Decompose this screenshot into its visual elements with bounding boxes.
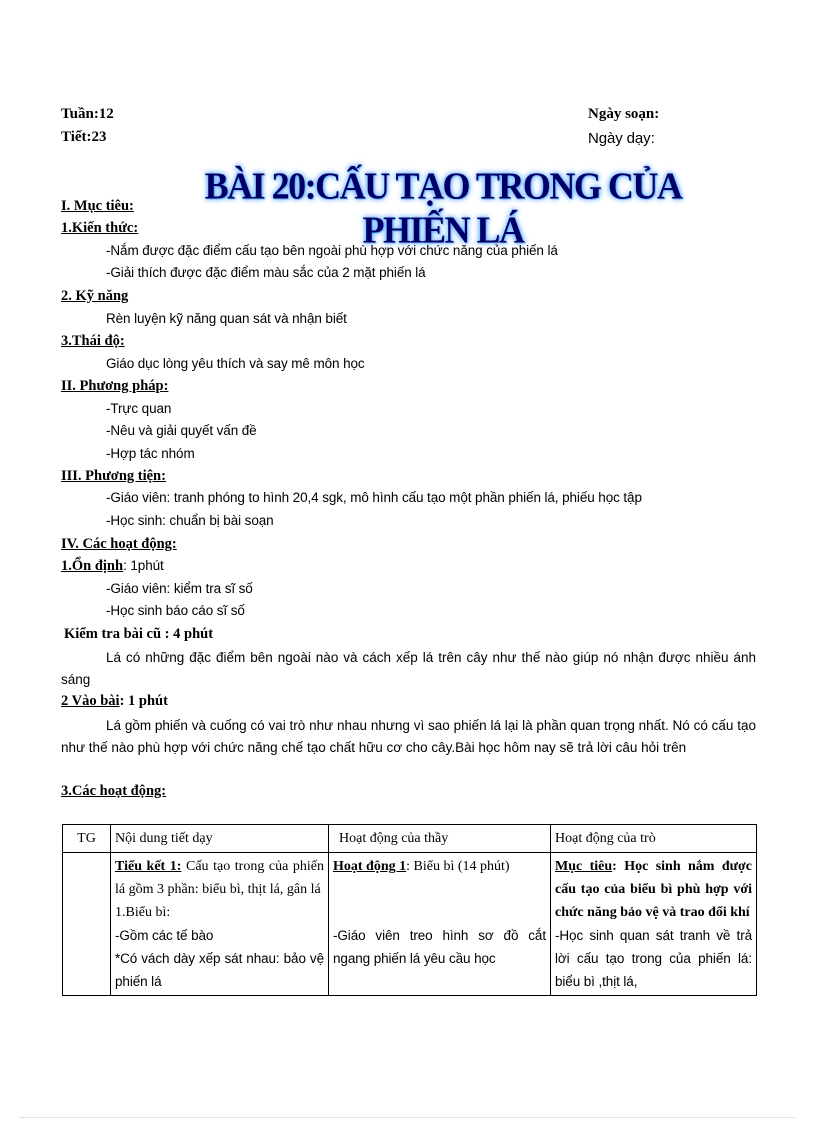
header-cell-teacher: Hoạt động của thầy xyxy=(329,825,551,853)
teacher-text: -Giáo viên treo hình sơ đồ cắt ngang phiến lá yêu cầu học xyxy=(333,928,546,966)
header-cell-content: Nội dung tiết dạy xyxy=(111,825,329,853)
material-item: -Học sinh: chuẩn bị bài soạn xyxy=(106,513,274,528)
intro-text: Lá gồm phiến và cuống có vai trò như nhau nhưng vì sao phiến lá lại là phần quan trọng nhất. Nó có cấu tạo như thế nào phù hợp với chức năng chế tạo chất hữu cơ cho cây.Bài học hôm nay sẽ trả lời câu hỏi trên xyxy=(61,718,756,755)
objective-label: Mục tiêu xyxy=(555,859,613,874)
stabilize-line xyxy=(61,558,164,575)
knowledge-item: -Nắm được đặc điểm cấu tạo bên ngoài phù hợp với chức năng của phiến lá xyxy=(106,243,558,258)
lesson-table xyxy=(62,824,757,996)
activities-heading: 3.Các hoạt động: xyxy=(61,783,167,799)
intro-line xyxy=(61,693,168,710)
stabilize-heading: 1.Ổn định xyxy=(61,558,124,574)
table-header-row xyxy=(63,825,757,853)
student-text: -Học sinh quan sát tranh về trả lời cấu tạo trong của phiến lá: biểu bì ,thịt lá, xyxy=(555,928,752,989)
intro-heading: 2 Vào bài xyxy=(61,693,120,709)
method-item: -Nêu và giải quyết vấn đề xyxy=(106,423,257,438)
attitude-heading: 3.Thái độ: xyxy=(61,333,125,349)
section-materials-heading: III. Phương tiện: xyxy=(61,468,166,484)
activity-label: Hoạt động 1 xyxy=(333,859,407,874)
skills-text: Rèn luyện kỹ năng quan sát và nhận biết xyxy=(106,311,347,326)
intro-time: : 1 phút xyxy=(119,693,168,709)
prep-date-label: Ngày soạn: xyxy=(588,106,660,122)
header-cell-time: TG xyxy=(63,825,111,853)
attitude-text: Giáo dục lòng yêu thích và say mê môn học xyxy=(106,356,365,371)
content-cell xyxy=(111,853,329,996)
content-line: *Có vách dày xếp sát nhau: bảo vệ phiến lá xyxy=(115,951,324,989)
header-cell-student: Hoạt động của trò xyxy=(551,825,757,853)
stabilize-item: -Giáo viên: kiểm tra sĩ số xyxy=(106,581,253,596)
table-row xyxy=(63,853,757,996)
page-title: BÀI 20:CẤU TẠO TRONG CỦA PHIẾN LÁ xyxy=(204,164,682,252)
method-item: -Hợp tác nhóm xyxy=(106,446,195,461)
section-methods-heading: II. Phương pháp: xyxy=(61,378,169,394)
period-label: Tiết:23 xyxy=(61,129,107,145)
review-heading: Kiểm tra bài cũ : 4 phút xyxy=(64,626,214,642)
stabilize-time: : 1phút xyxy=(123,558,164,573)
material-item: -Giáo viên: tranh phóng to hình 20,4 sgk, mô hình cấu tạo một phần phiến lá, phiếu học tập xyxy=(106,490,642,505)
epidermis-heading: 1.Biểu bì: xyxy=(115,905,171,920)
student-cell xyxy=(551,853,757,996)
summary-text: Cấu tạo trong của phiến lá gồm 3 phần: biểu bì, thịt lá, gân lá xyxy=(115,859,324,897)
teacher-cell xyxy=(329,853,551,996)
skills-heading: 2. Kỹ năng xyxy=(61,288,129,304)
week-label: Tuần:12 xyxy=(61,106,114,122)
section-activities-heading: IV. Các hoạt động: xyxy=(61,536,177,552)
knowledge-heading: 1.Kiến thức: xyxy=(61,220,139,236)
section-objectives-heading: I. Mục tiêu: xyxy=(61,198,134,214)
teach-date-label: Ngày dạy: xyxy=(588,130,655,147)
page-edge-divider xyxy=(20,1117,796,1118)
spacer xyxy=(333,878,546,924)
activity-title: : Biểu bì (14 phút) xyxy=(406,859,510,874)
method-item: -Trực quan xyxy=(106,401,172,416)
objective-text: : Học sinh nắm được cấu tạo của biểu bì phù hợp với chức năng bảo vệ và trao đổi khí xyxy=(555,859,752,920)
summary-label: Tiểu kết 1: xyxy=(115,859,182,874)
content-line: -Gồm các tế bào xyxy=(115,928,214,943)
stabilize-item: -Học sinh báo cáo sĩ số xyxy=(106,603,245,618)
time-cell xyxy=(63,853,111,996)
review-text: Lá có những đặc điểm bên ngoài nào và cách xếp lá trên cây như thế nào giúp nó nhận được nhiều ánh sáng xyxy=(61,650,756,687)
knowledge-item: -Giải thích được đặc điểm màu sắc của 2 mặt phiến lá xyxy=(106,265,426,280)
